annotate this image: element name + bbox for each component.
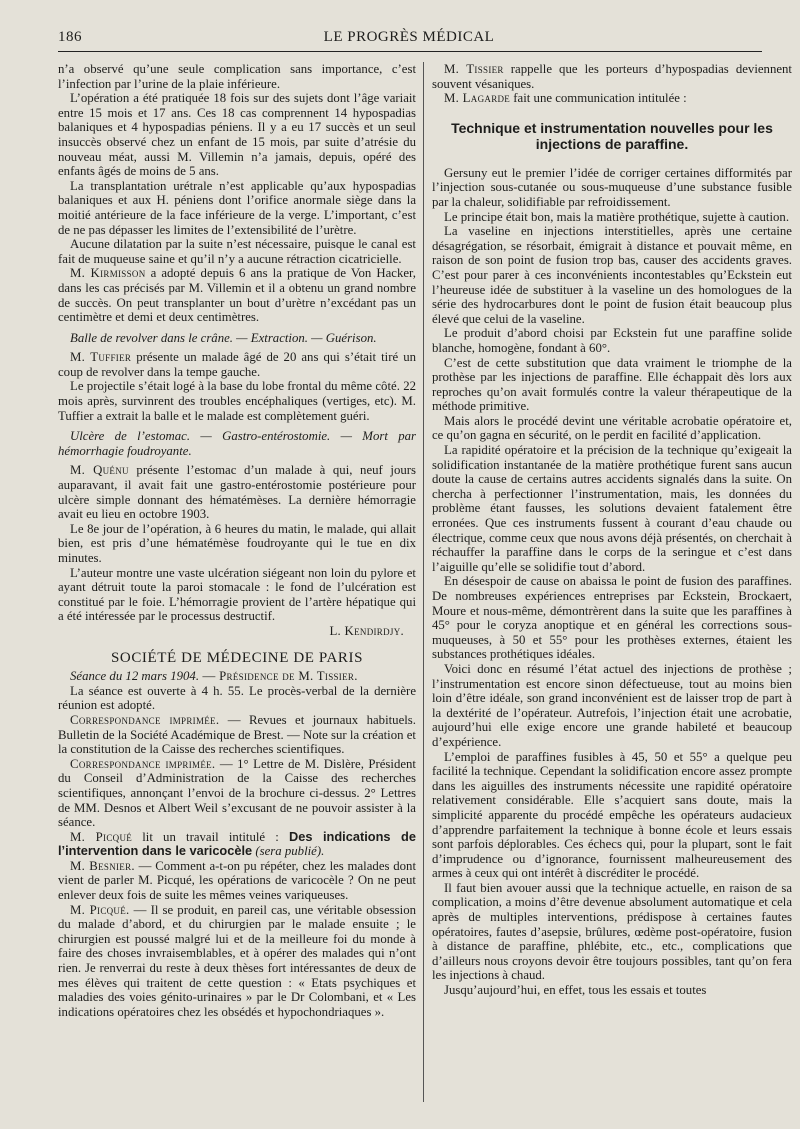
paragraph-text: rappelle que les porteurs d’hypospadias deviennent souvent vésaniques. [432,62,792,91]
section-heading: Balle de revolver dans le crâne. — Extraction. — Guérison. [70,330,377,345]
page-header [58,26,760,48]
paragraph-text: (sera publié). [252,844,325,859]
paragraph [58,266,416,324]
speaker-name: M. Besnier. [70,858,135,873]
paragraph: Le 8e jour de l’opération, à 6 heures du matin, le malade, qui allait bien, est pris d’une hématémèse foudroyante qui le tue en dix minutes. [58,521,416,565]
paragraph: Le projectile s’était logé à la base du lobe frontal du même côté. 22 mois après, survinrent des troubles encéphaliques (vertiges, etc). M. Tuffier a extrait la balle et le malade est complètement guéri. [58,379,416,423]
paragraph: La transplantation urétrale n’est applicable qu’aux hypospadias balaniques et aux H. péniens dont l’orifice anormale siège dans la moitié antérieure de la face inférieure de la verge. L’important, c’est de ne pas dépasser les limites de l’extensibilité de l’urètre. [58,178,416,237]
section-heading: Ulcère de l’estomac. — Gastro-entérostomie. — Mort par hémorrhagie foudroyante. [58,429,416,458]
speaker-name: M. Tissier [444,62,504,76]
paragraph-text: présente un malade âgé de 20 ans qui s’était tiré un coup de revolver dans la tempe gauche. [58,350,416,379]
paragraph-text: lit un travail intitulé : [132,829,289,844]
column-divider [423,62,424,1102]
section-label: Correspondance imprimée. [70,712,220,727]
paragraph: Jusqu’aujourd’hui, en effet, tous les essais et toutes [444,983,707,998]
journal-title: LE PROGRÈS MÉDICAL [323,28,495,45]
paragraph: Voici donc en résumé l’état actuel des injections de prothèse ; l’instrumentation est encore sinon défectueuse, tout au moins bien loin d’être idéale, son grand inconvénient est de laisser trop de part à la dextérité de l’opérateur. Autrefois, l’injection était une acrobatie, aujourd’hui elle exige encore une grande habileté et beaucoup d’expérience. [432,661,792,749]
paragraph [58,859,416,903]
session-line [58,669,416,684]
paragraph [58,713,416,757]
left-column [58,62,416,1019]
speaker-name: M. Picqué. [70,902,130,917]
paragraph: Mais alors le procédé devint une véritable acrobatie opératoire et, ce qu’on gagna en sécurité, on le perdit en facilité d’application. [432,413,792,443]
header-rule [58,51,762,52]
paragraph: Le principe était bon, mais la matière prothétique, sujette à caution. [444,209,790,224]
paragraph-text: fait une communication intitulée : [510,91,687,106]
article-title: Technique et instrumentation nouvelles pour les injections de paraffine. [451,119,773,152]
paragraph-text: — Revues et journaux habituels. Bulletin de la Société Académique de Brest. — Note sur la création et la constitution de la Caisse des recherches scientifiques. [58,712,416,757]
paragraph [58,757,416,830]
paragraph-text: a adopté depuis 6 ans la pratique de Von Hacker, dans les cas précisés par M. Villemin et il a obtenu un grand nombre de succès. On peut transplanter un bout d’urètre n’excédant pas un centimètre et demi et deux centimètres. [58,266,416,325]
right-column [432,62,792,998]
speaker-name: M. Quénu [70,463,129,478]
society-heading: SOCIÉTÉ DE MÉDECINE DE PARIS [110,649,364,666]
communication-title: Des indications de l’intervention dans le varicocèle [58,828,416,859]
paragraph-text: — Comment a-t-on pu répéter, chez les malades dont vient de parler M. Picqué, les opérations de varicocèle ? On ne peut enlever deux fois de suite les mêmes veines variqueuses. [58,858,417,903]
page-number: 186 [58,28,82,45]
paragraph-text: — Il se produit, en pareil cas, une véritable obsession du malade d’abord, et du chirurgien par le malade ensuite ; le chirurgien est poussé malgré lui et de la meilleure foi du monde à faire des choses invraisemblables, et à opérer des malades qui n’ont rien. Je renverrai du reste à deux thèses fort intéressantes de deux de mes élèves qui traitent de cette question : « Etats psychiques et maladies des voies génito-urinaires » par le Dr Colombani, et « Les indications opératoires chez les obsédés et hypochondriaques ». [58,902,416,1019]
paragraph: n’a observé qu’une seule complication sans importance, c’est l’infection par l’urine de la plaie inférieure. [58,62,416,91]
paragraph: Aucune dilatation par la suite n’est nécessaire, puisque le canal est fait de muqueuse saine et qu’il n’y a aucune rétraction cicatricielle. [58,237,416,266]
paragraph [58,830,416,859]
paragraph: La rapidité opératoire et la précision de la technique qu’exigeait la solidification instantanée de la matière prothétique furent sans aucun doute la cause de certains autres accidents signalés dans la suite. On chercha à perfectionner l’instrumentation, mais, les données du problème étant fausses, les solutions devaient fatalement être erronées. Que ces instruments fussent à courant d’eau chaude ou électrique, comme ceux que nous avons déjà présentés, on cherchait à réchauffer la paraffine dans le corps de la seringue et c’est dans l’aiguille qu’elle se solidifie tout d’abord. [432,443,792,574]
speaker-name: M. Kirmisson [70,266,146,281]
section-label: Correspondance imprimée. [70,756,216,771]
paragraph: Gersuny eut le premier l’idée de corriger certaines difformités par l’injection sous-cutanée ou sous-muqueuse d’une substance fusible par la chaleur, solidifiable par refroidissement. [432,165,792,209]
paragraph: L’auteur montre une vaste ulcération siégeant non loin du pylore et ayant détruit toute la paroi stomacale : le fond de l’ulcération est constitué par le foie. L’hémorragie provient de l’artère hépatique qui a été intéressée par le processus destructif. [58,565,416,624]
paragraph: La vaseline en injections interstitielles, après une certaine désagrégation, se résorbait, émigrait à distance et pouvait même, en raison de son point de fusion trop bas, causer des accidents graves. C’est pour parer à ces inconvénients incontestables qu’Eckstein eut l’heureuse idée de substituer à la vaseline un des homologues de la série des hydrocarbures dont le point de fusion était beaucoup plus élevé que celui de la vaseline. [432,224,792,326]
paragraph: L’emploi de paraffines fusibles à 45, 50 et 55° a quelque peu facilité la technique. Cependant la solidification encore assez prompte dans les aiguilles des instruments nécessite une rapidité opératoire relativement considérable. Elle s’acquiert sans doute, mais la simplicité apparente du procédé empêche les opérateurs audacieux d’apprendre parfaitement la technique à bonne école et leurs essais sont parfois déplorables. Ces échecs qui, pour la plupart, sont le fait d’imprudence ou d’ignorance, fournissent malheureusement des armes à ceux qui ont intérêt à discréditer le procédé. [432,749,792,881]
paragraph [58,903,416,1020]
paragraph: Il faut bien avouer aussi que la technique actuelle, en raison de sa complication, a moins d’être devenue absolument automatique et cela après de multiples interventions, prédispose à certaines fautes opératoires, fautes d’asepsie, brûlures, œdème post-opératoire, fusion à distance de paraffine, phlébite, etc., etc., complications que d’ailleurs nous croyons devoir être toujours possibles, tant qu’on fera les injections à chaud. [432,880,792,983]
paragraph [58,463,416,521]
paragraph-text: — 1° Lettre de M. Dislère, Président du Conseil d’Administration de la Caisse des recherches scientifiques, annonçant l’envoi de la brochure ci-dessus. 2° Lettres de MM. Desnos et Albert Weil s’excusant de ne pouvoir assister à la séance. [58,756,416,830]
author-signature: L. Kendirdjy. [329,623,404,638]
paragraph-text: présente l’estomac d’un malade à qui, neuf jours auparavant, il avait fait une gastro-entérostomie postérieure pour ulcère simple donnant des hématémèses. La dernière hémorragie avait eu lieu en octobre 1903. [58,463,416,522]
paragraph: La séance est ouverte à 4 h. 55. Le procès-verbal de la dernière réunion est adopté. [58,683,416,713]
paragraph [58,350,416,379]
session-date: Séance du 12 mars 1904. [70,669,200,684]
paragraph [432,62,792,91]
speaker-name: M. Lagarde [444,91,511,106]
paragraph: C’est de cette substitution que data vraiment le triomphe de la prothèse par les injections de paraffine. Elle échappait dès lors aux reproches qu’on avait formulés contre la valeur thérapeutique de la méthode primitive. [432,355,792,414]
speaker-name: M. Picqué [70,829,133,844]
paragraph [432,91,792,106]
session-president: — Présidence de M. Tissier. [199,669,358,684]
paragraph: Le produit d’abord choisi par Eckstein fut une paraffine solide blanche, homogène, fondant à 60°. [432,326,792,355]
paragraph: En désespoir de cause on abaissa le point de fusion des paraffines. De nombreuses expériences entreprises par Eckstein, Brockaert, Moure et nous-même, démontrèrent dans la suite que les paraffines à 45° pour le coryza anoptique et en général les corrections sous-muqueuses, à 50 et 55° pour les prothèses externes, étaient les substances prothétiques idéales. [432,574,792,662]
speaker-name: M. Tuffier [70,350,132,365]
paragraph: L’opération a été pratiquée 18 fois sur des sujets dont l’âge variait entre 15 mois et 17 ans. Ces 18 cas comprennent 14 hypospadias balaniques et 4 hypospadias péniens. Il y a eu 17 succès et un seul insuccès observé chez un enfant de 15 mois, par suite d’atrésie du nouveau méat, aussi M. Villemin n’a jamais, depuis, opéré des enfants âgés de moins de 5 ans. [58,91,416,179]
